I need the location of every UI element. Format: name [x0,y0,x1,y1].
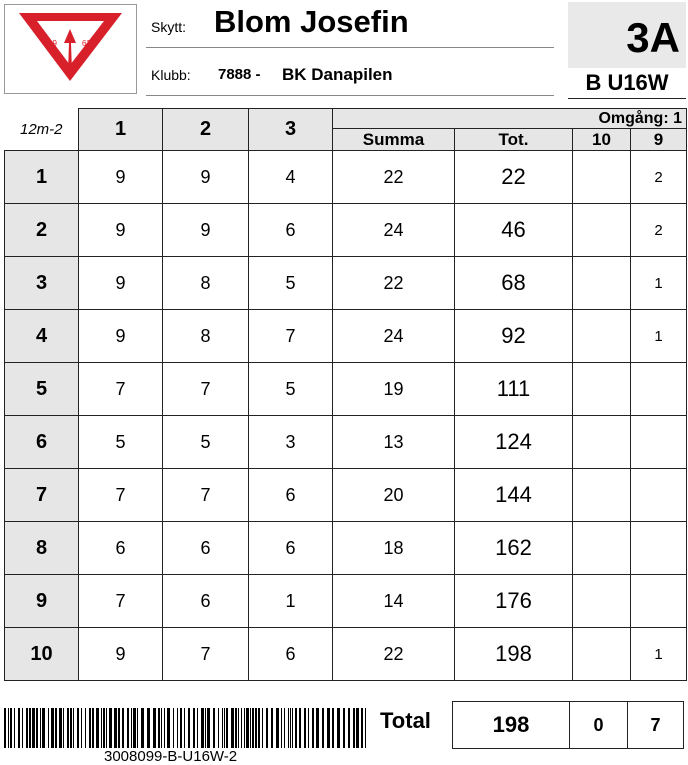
barcode-bar [284,708,285,748]
shot-2-score: 6 [163,575,249,628]
tens-count [573,363,631,416]
barcode-bar [224,708,225,748]
shot-1-score: 9 [79,204,163,257]
barcode-bar [10,708,12,748]
end-number: 2 [5,204,79,257]
nines-count: 1 [631,257,687,310]
barcode-bar [290,708,291,748]
barcode-bar [250,708,251,748]
nines-count: 2 [631,204,687,257]
barcode-bar [308,708,309,748]
barcode-bar [188,708,190,748]
club-number: 7888 - [218,66,261,83]
tens-count [573,204,631,257]
nines-count [631,416,687,469]
barcode-bar [255,708,257,748]
barcode-bar [193,708,195,748]
barcode-bar [327,708,330,748]
tens-header: 10 [573,129,631,151]
barcode-bar [288,708,289,748]
barcode-bar [164,708,165,748]
shot-3-score: 5 [249,257,333,310]
barcode-bar [32,708,35,748]
end-sum: 20 [333,469,455,522]
barcode-bar [133,708,136,748]
barcode-bar [353,708,355,748]
score-row [5,628,687,681]
barcode-bar [295,708,297,748]
shot-2-score: 7 [163,469,249,522]
shot-1-score: 9 [79,151,163,204]
barcode-bar [42,708,45,748]
barcode-bar [103,708,105,748]
barcode-bar [201,708,204,748]
score-row [5,575,687,628]
barcode-bar [207,708,210,748]
barcode-bar [51,708,54,748]
logo-year-right: 62 [82,39,91,48]
tens-count [573,416,631,469]
barcode-bar [22,708,23,748]
end-sum: 13 [333,416,455,469]
barcode-bar [73,708,74,748]
barcode-bar [222,708,223,748]
tens-count [573,628,631,681]
tens-count [573,257,631,310]
running-total: 176 [455,575,573,628]
end-number: 5 [5,363,79,416]
barcode-bar [70,708,72,748]
class-code-box [568,2,686,68]
barcode-bar [67,708,69,748]
end-number: 1 [5,151,79,204]
score-row [5,204,687,257]
nines-count [631,575,687,628]
barcode-bar [299,708,301,748]
barcode-bar [281,708,282,748]
barcode-bar [226,708,228,748]
club-label: Klubb: [151,67,191,83]
barcode [4,708,366,748]
barcode-bar [167,708,170,748]
barcode-bar [312,708,314,748]
shot-1-score: 9 [79,257,163,310]
score-row [5,363,687,416]
barcode-bar [266,708,268,748]
shooter-label: Skytt: [151,19,187,35]
shot-3-score: 6 [249,628,333,681]
nines-header: 9 [631,129,687,151]
barcode-bar [81,708,82,748]
barcode-bar [118,708,120,748]
barcode-bar [127,708,129,748]
tens-count [573,310,631,363]
barcode-bar [218,708,219,748]
barcode-bar [8,708,9,748]
running-total: 111 [455,363,573,416]
barcode-text: 3008099-B-U16W-2 [104,748,238,765]
barcode-bar [246,708,249,748]
shot-2-score: 9 [163,151,249,204]
barcode-bar [48,708,49,748]
shot-2-score: 7 [163,628,249,681]
barcode-bar [180,708,182,748]
barcode-bar [89,708,91,748]
shot-2-score: 5 [163,416,249,469]
score-row [5,469,687,522]
score-table [4,108,687,681]
tens-count [573,575,631,628]
barcode-bar [197,708,198,748]
nines-count [631,469,687,522]
club-logo [4,4,137,94]
barcode-bar [137,708,138,748]
barcode-bar [18,708,20,748]
running-total: 68 [455,257,573,310]
nines-count: 2 [631,151,687,204]
end-number: 4 [5,310,79,363]
barcode-bar [96,708,99,748]
barcode-bar [241,708,242,748]
running-total: 46 [455,204,573,257]
barcode-bar [213,708,215,748]
barcode-bar [29,708,31,748]
shot-header-3: 3 [249,109,333,151]
tens-count [573,151,631,204]
barcode-bar [55,708,57,748]
arrow-shield-logo [5,5,136,93]
logo-year-left: 19 [48,39,57,48]
barcode-bar [348,708,350,748]
shot-3-score: 5 [249,363,333,416]
end-number: 10 [5,628,79,681]
shooter-name: Blom Josefin [214,4,409,39]
nines-count: 1 [631,310,687,363]
shot-1-score: 9 [79,310,163,363]
tens-count [573,469,631,522]
total-tens: 0 [569,701,628,749]
barcode-bar [85,708,86,748]
shot-1-score: 9 [79,628,163,681]
shot-3-score: 6 [249,469,333,522]
barcode-bar [262,708,263,748]
barcode-bar [161,708,162,748]
shot-1-score: 5 [79,416,163,469]
barcode-bar [235,708,237,748]
end-sum: 14 [333,575,455,628]
end-sum: 24 [333,204,455,257]
barcode-bar [316,708,319,748]
barcode-bar [40,708,41,748]
barcode-bar [361,708,363,748]
barcode-bar [147,708,150,748]
score-row [5,151,687,204]
barcode-bar [177,708,178,748]
barcode-bar [63,708,64,748]
score-row [5,257,687,310]
shot-header-1: 1 [79,109,163,151]
running-total: 22 [455,151,573,204]
header-divider-bottom [146,95,554,96]
barcode-bar [238,708,239,748]
barcode-bar [106,708,107,748]
end-number: 6 [5,416,79,469]
barcode-bar [153,708,156,748]
barcode-bar [158,708,160,748]
end-sum: 18 [333,522,455,575]
barcode-bar [276,708,279,748]
barcode-bar [114,708,117,748]
shot-3-score: 7 [249,310,333,363]
summa-header: Summa [333,129,455,151]
shot-1-score: 7 [79,575,163,628]
barcode-bar [14,708,15,748]
barcode-bar [131,708,132,748]
end-number: 3 [5,257,79,310]
end-sum: 22 [333,628,455,681]
barcode-bar [205,708,206,748]
barcode-bar [292,708,293,748]
barcode-bar [109,708,112,748]
score-row [5,522,687,575]
shot-3-score: 6 [249,522,333,575]
barcode-bar [141,708,144,748]
barcode-bar [271,708,273,748]
club-name: BK Danapilen [282,65,393,84]
shot-3-score: 1 [249,575,333,628]
class-name: B U16W [568,70,686,99]
end-number: 9 [5,575,79,628]
barcode-bar [173,708,174,748]
class-code: 3A [626,14,680,61]
shot-2-score: 8 [163,310,249,363]
shot-2-score: 7 [163,363,249,416]
end-sum: 22 [333,151,455,204]
shot-2-score: 6 [163,522,249,575]
shot-1-score: 7 [79,363,163,416]
end-number: 8 [5,522,79,575]
running-total: 144 [455,469,573,522]
score-row [5,416,687,469]
barcode-bar [231,708,234,748]
tot-header: Tot. [455,129,573,151]
end-sum: 24 [333,310,455,363]
nines-count: 1 [631,628,687,681]
barcode-bar [304,708,306,748]
distance-label: 12m-2 [5,109,79,151]
barcode-bar [36,708,38,748]
barcode-bar [322,708,324,748]
running-total: 92 [455,310,573,363]
barcode-bar [122,708,124,748]
nines-count [631,363,687,416]
total-nines: 7 [627,701,684,749]
running-total: 198 [455,628,573,681]
running-total: 124 [455,416,573,469]
barcode-bar [252,708,254,748]
tens-count [573,522,631,575]
nines-count [631,522,687,575]
header-divider-top [146,47,554,48]
shot-2-score: 9 [163,204,249,257]
end-number: 7 [5,469,79,522]
shot-2-score: 8 [163,257,249,310]
total-label: Total [380,708,431,733]
end-sum: 19 [333,363,455,416]
total-score: 198 [452,701,570,749]
barcode-bar [258,708,260,748]
barcode-bar [244,708,245,748]
barcode-bar [337,708,340,748]
running-total: 162 [455,522,573,575]
barcode-bar [101,708,102,748]
shot-1-score: 6 [79,522,163,575]
shot-3-score: 4 [249,151,333,204]
barcode-bar [26,708,28,748]
shot-header-2: 2 [163,109,249,151]
barcode-bar [343,708,345,748]
end-sum: 22 [333,257,455,310]
barcode-bar [356,708,359,748]
shot-1-score: 7 [79,469,163,522]
barcode-bar [59,708,62,748]
round-label: Omgång: 1 [333,109,687,129]
barcode-bar [184,708,185,748]
shot-3-score: 6 [249,204,333,257]
shot-3-score: 3 [249,416,333,469]
barcode-bar [77,708,79,748]
barcode-bar [365,708,366,748]
barcode-bar [332,708,334,748]
score-row [5,310,687,363]
barcode-bar [4,708,6,748]
barcode-bar [92,708,94,748]
